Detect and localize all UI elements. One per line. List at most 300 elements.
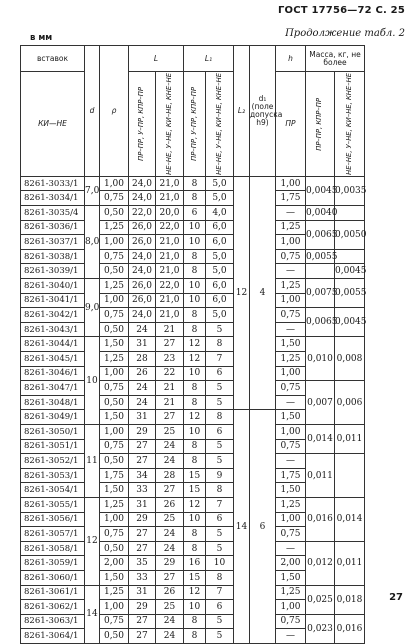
radius-rho: 0,50 (100, 206, 129, 221)
insert-designation: 8261-3035/4 (21, 206, 85, 221)
diameter-d1: 4 (250, 176, 276, 410)
length-L1-ne: 5 (206, 381, 234, 396)
insert-designation: 8261-3054/1 (21, 483, 85, 498)
mass-ne: 0,006 (335, 381, 365, 425)
length-L-ne: 22 (156, 366, 184, 381)
mass-pr: 0,012 (306, 541, 335, 585)
length-L-pr: 29 (129, 424, 156, 439)
length-L1-ne: 5,0 (206, 249, 234, 264)
insert-designation: 8261-3039/1 (21, 264, 85, 279)
height-h-pr: — (276, 629, 306, 644)
radius-rho: 0,75 (100, 191, 129, 206)
radius-rho: 1,50 (100, 410, 129, 425)
length-L1-ne: 8 (206, 410, 234, 425)
mass-pr: 0,0065 (306, 220, 335, 249)
length-L1-pr: 10 (184, 512, 206, 527)
diameter-d: 14 (85, 585, 100, 643)
table-continuation-label: Продолжение табл. 2 (285, 28, 405, 39)
length-L-ne: 21,0 (156, 293, 184, 308)
height-h-pr: 0,75 (276, 249, 306, 264)
mass-ne: 0,011 (335, 541, 365, 585)
radius-rho: 1,75 (100, 468, 129, 483)
length-L-pr: 22,0 (129, 206, 156, 221)
insert-designation: 8261-3045/1 (21, 352, 85, 367)
header-d1: d₁ (поле допуска h9) (250, 46, 276, 177)
length-L1-pr: 8 (184, 614, 206, 629)
height-h-pr: 1,00 (276, 366, 306, 381)
insert-designation: 8261-3036/1 (21, 220, 85, 235)
table-row (21, 206, 406, 221)
insert-designation: 8261-3034/1 (21, 191, 85, 206)
length-L1-pr: 8 (184, 249, 206, 264)
insert-designation: 8261-3051/1 (21, 439, 85, 454)
mass-ne: 0,014 (335, 497, 365, 541)
table-row (21, 176, 406, 191)
insert-designation: 8261-3062/1 (21, 600, 85, 615)
height-h-pr: — (276, 541, 306, 556)
diameter-d: 9,0 (85, 279, 100, 337)
length-L-pr: 33 (129, 570, 156, 585)
length-L-pr: 24,0 (129, 249, 156, 264)
diameter-d1: 6 (250, 410, 276, 644)
page-header: ГОСТ 17756—72 С. 25 (277, 5, 405, 16)
height-h-pr: — (276, 206, 306, 221)
mass-pr: 0,023 (306, 614, 335, 643)
radius-rho: 0,50 (100, 629, 129, 644)
mass-ne: 0,0045 (335, 308, 365, 337)
header-L2: L₂ (234, 46, 250, 177)
units-label: в мм (30, 33, 53, 43)
diameter-d: 8,0 (85, 206, 100, 279)
mass-pr: 0,016 (306, 497, 335, 541)
length-L1-pr: 8 (184, 527, 206, 542)
insert-designation: 8261-3048/1 (21, 395, 85, 410)
length-L-ne: 21,0 (156, 249, 184, 264)
length-L-ne: 22,0 (156, 279, 184, 294)
mass-ne (335, 249, 365, 264)
length-L1-ne: 10 (206, 556, 234, 571)
height-h-pr: 1,00 (276, 424, 306, 439)
radius-rho: 0,75 (100, 614, 129, 629)
length-L-pr: 26,0 (129, 279, 156, 294)
length-L-ne: 25 (156, 600, 184, 615)
radius-rho: 0,75 (100, 249, 129, 264)
length-L-ne: 27 (156, 483, 184, 498)
length-L1-ne: 5,0 (206, 308, 234, 323)
height-h-pr: 1,00 (276, 176, 306, 191)
insert-designation: 8261-3046/1 (21, 366, 85, 381)
radius-rho: 1,25 (100, 585, 129, 600)
mass-pr: 0,0075 (306, 279, 335, 308)
radius-rho: 0,75 (100, 439, 129, 454)
table-row (21, 249, 406, 264)
header-L1: L₁ (184, 46, 234, 72)
length-L-pr: 33 (129, 483, 156, 498)
mass-ne (335, 206, 365, 221)
length-L1-ne: 8 (206, 570, 234, 585)
insert-designation: 8261-3050/1 (21, 424, 85, 439)
length-L-ne: 27 (156, 337, 184, 352)
length-L1-ne: 5 (206, 614, 234, 629)
length-L-ne: 25 (156, 424, 184, 439)
height-h-pr: 1,75 (276, 191, 306, 206)
length-L-ne: 22,0 (156, 220, 184, 235)
length-L-pr: 35 (129, 556, 156, 571)
length-L1-pr: 10 (184, 279, 206, 294)
length-L1-pr: 8 (184, 381, 206, 396)
header-L1-sub1: ПР–ПР, У–ПР, КПР–ПР (189, 87, 198, 161)
insert-designation: 8261-3056/1 (21, 512, 85, 527)
height-h-pr: 0,75 (276, 614, 306, 629)
length-L1-pr: 8 (184, 454, 206, 469)
mass-ne: 0,0035 (335, 176, 365, 205)
length-L-ne: 23 (156, 352, 184, 367)
height-h-pr: 0,75 (276, 308, 306, 323)
length-L-ne: 25 (156, 512, 184, 527)
length-L-pr: 26 (129, 366, 156, 381)
insert-designation: 8261-3047/1 (21, 381, 85, 396)
length-L2: 12 (234, 176, 250, 410)
length-L1-ne: 5 (206, 395, 234, 410)
length-L-ne: 29 (156, 556, 184, 571)
diameter-d: 7,0 (85, 176, 100, 205)
length-L-pr: 27 (129, 629, 156, 644)
radius-rho: 1,00 (100, 600, 129, 615)
length-L2: 14 (234, 410, 250, 644)
insert-designation: 8261-3059/1 (21, 556, 85, 571)
length-L-pr: 24,0 (129, 176, 156, 191)
length-L-pr: 31 (129, 585, 156, 600)
mass-pr: 0,010 (306, 337, 335, 381)
insert-designation: 8261-3063/1 (21, 614, 85, 629)
header-pr: ПР (276, 72, 306, 177)
radius-rho: 1,50 (100, 483, 129, 498)
insert-designation: 8261-3033/1 (21, 176, 85, 191)
radius-rho: 0,50 (100, 322, 129, 337)
length-L1-pr: 15 (184, 483, 206, 498)
table-row (21, 454, 406, 469)
header-mass-sub1: ПР–ПР, КПР–ПР (315, 97, 324, 151)
height-h-pr: 0,75 (276, 439, 306, 454)
length-L1-ne: 5 (206, 439, 234, 454)
radius-rho: 1,50 (100, 337, 129, 352)
length-L-ne: 24 (156, 541, 184, 556)
insert-designation: 8261-3043/1 (21, 322, 85, 337)
height-h-pr: 0,75 (276, 527, 306, 542)
header-mass: Масса, кг, не более (306, 46, 365, 72)
mass-ne: 0,0045 (335, 264, 365, 279)
length-L1-pr: 15 (184, 468, 206, 483)
height-h-pr: — (276, 322, 306, 337)
table-row (21, 614, 406, 629)
length-L1-pr: 16 (184, 556, 206, 571)
mass-pr: 0,0040 (306, 206, 335, 221)
length-L-pr: 31 (129, 337, 156, 352)
length-L1-ne: 6 (206, 600, 234, 615)
header-L: L (129, 46, 184, 72)
header-L-sub1: ПР–ПР, У–ПР, КПР–ПР (137, 87, 146, 161)
length-L1-ne: 7 (206, 352, 234, 367)
length-L1-pr: 10 (184, 366, 206, 381)
length-L-ne: 21,0 (156, 191, 184, 206)
radius-rho: 1,50 (100, 570, 129, 585)
length-L1-ne: 4,0 (206, 206, 234, 221)
radius-rho: 1,00 (100, 235, 129, 250)
insert-designation: 8261-3053/1 (21, 468, 85, 483)
table-row (21, 220, 406, 235)
length-L1-pr: 8 (184, 264, 206, 279)
length-L1-ne: 6,0 (206, 220, 234, 235)
header-kine: КИ—НЕ (21, 72, 85, 177)
table-row (21, 541, 406, 556)
radius-rho: 1,00 (100, 293, 129, 308)
length-L-ne: 24 (156, 629, 184, 644)
radius-rho: 1,25 (100, 497, 129, 512)
length-L1-pr: 8 (184, 629, 206, 644)
height-h-pr: 1,25 (276, 497, 306, 512)
insert-designation: 8261-3042/1 (21, 308, 85, 323)
length-L1-ne: 5,0 (206, 191, 234, 206)
length-L1-pr: 8 (184, 395, 206, 410)
length-L-pr: 24 (129, 381, 156, 396)
radius-rho: 1,00 (100, 424, 129, 439)
length-L-ne: 24 (156, 614, 184, 629)
header-L1-sub2: НЕ–НЕ, У–НЕ, КИ–НЕ, КНЕ–НЕ (214, 73, 223, 175)
length-L-pr: 27 (129, 439, 156, 454)
length-L1-pr: 12 (184, 585, 206, 600)
length-L-ne: 21,0 (156, 235, 184, 250)
radius-rho: 2,00 (100, 556, 129, 571)
header-h: h (276, 46, 306, 72)
height-h-pr: 1,25 (276, 220, 306, 235)
header-inserts: вставок (21, 46, 85, 72)
length-L-pr: 31 (129, 410, 156, 425)
length-L-ne: 26 (156, 497, 184, 512)
table-row (21, 497, 406, 512)
height-h-pr: 1,25 (276, 352, 306, 367)
length-L1-ne: 5 (206, 454, 234, 469)
mass-pr: 0,025 (306, 585, 335, 614)
height-h-pr: 1,25 (276, 279, 306, 294)
length-L1-ne: 5 (206, 322, 234, 337)
mass-pr (306, 264, 335, 279)
radius-rho: 1,00 (100, 512, 129, 527)
length-L1-pr: 8 (184, 308, 206, 323)
length-L1-ne: 5,0 (206, 176, 234, 191)
height-h-pr: 1,50 (276, 483, 306, 498)
length-L1-pr: 12 (184, 410, 206, 425)
height-h-pr: 1,50 (276, 570, 306, 585)
mass-ne: 0,016 (335, 614, 365, 643)
length-L1-ne: 6,0 (206, 235, 234, 250)
length-L-ne: 21 (156, 395, 184, 410)
length-L-pr: 29 (129, 600, 156, 615)
length-L1-ne: 7 (206, 497, 234, 512)
table-row (21, 264, 406, 279)
length-L-pr: 27 (129, 541, 156, 556)
height-h-pr: 1,00 (276, 600, 306, 615)
length-L-ne: 21 (156, 322, 184, 337)
height-h-pr: 1,75 (276, 468, 306, 483)
mass-pr: 0,014 (306, 424, 335, 453)
dimensions-table (20, 45, 406, 644)
table-row (21, 279, 406, 294)
length-L1-ne: 6,0 (206, 279, 234, 294)
length-L-ne: 21,0 (156, 308, 184, 323)
length-L1-ne: 6 (206, 424, 234, 439)
header-mass-sub2: НЕ–НЕ, У–НЕ, КИ–НЕ, КНЕ–НЕ (344, 73, 353, 175)
header-rho: ρ (100, 46, 129, 177)
table-row (21, 585, 406, 600)
height-h-pr: — (276, 395, 306, 410)
mass-ne: 0,0055 (335, 279, 365, 308)
length-L-pr: 26,0 (129, 293, 156, 308)
radius-rho: 0,75 (100, 308, 129, 323)
height-h-pr: 1,00 (276, 235, 306, 250)
length-L-pr: 24,0 (129, 191, 156, 206)
length-L1-ne: 6 (206, 366, 234, 381)
length-L1-pr: 10 (184, 220, 206, 235)
length-L1-pr: 10 (184, 293, 206, 308)
length-L1-ne: 6,0 (206, 293, 234, 308)
height-h-pr: — (276, 454, 306, 469)
length-L-ne: 24 (156, 439, 184, 454)
length-L-ne: 21,0 (156, 176, 184, 191)
length-L-ne: 21 (156, 381, 184, 396)
height-h-pr: 1,00 (276, 512, 306, 527)
length-L-pr: 24 (129, 322, 156, 337)
length-L1-ne: 9 (206, 468, 234, 483)
height-h-pr: 1,25 (276, 585, 306, 600)
radius-rho: 1,25 (100, 220, 129, 235)
length-L1-pr: 8 (184, 541, 206, 556)
radius-rho: 0,50 (100, 541, 129, 556)
mass-ne: 0,018 (335, 585, 365, 614)
length-L-pr: 31 (129, 497, 156, 512)
mass-ne: 0,008 (335, 337, 365, 381)
length-L1-ne: 8 (206, 483, 234, 498)
diameter-d: 10 (85, 337, 100, 425)
diameter-d: 12 (85, 497, 100, 585)
insert-designation: 8261-3038/1 (21, 249, 85, 264)
height-h-pr: 1,50 (276, 410, 306, 425)
length-L1-pr: 8 (184, 191, 206, 206)
length-L-pr: 26,0 (129, 220, 156, 235)
length-L1-pr: 8 (184, 439, 206, 454)
length-L1-pr: 8 (184, 176, 206, 191)
insert-designation: 8261-3037/1 (21, 235, 85, 250)
insert-designation: 8261-3064/1 (21, 629, 85, 644)
length-L-ne: 24 (156, 527, 184, 542)
radius-rho: 0,75 (100, 381, 129, 396)
length-L1-pr: 12 (184, 497, 206, 512)
length-L-pr: 27 (129, 454, 156, 469)
length-L1-pr: 10 (184, 600, 206, 615)
length-L1-pr: 15 (184, 570, 206, 585)
table-row (21, 308, 406, 323)
table-row (21, 424, 406, 439)
length-L-pr: 27 (129, 527, 156, 542)
insert-designation: 8261-3040/1 (21, 279, 85, 294)
length-L-pr: 24,0 (129, 308, 156, 323)
height-h-pr: — (276, 264, 306, 279)
length-L1-pr: 6 (184, 206, 206, 221)
insert-designation: 8261-3041/1 (21, 293, 85, 308)
length-L1-ne: 5 (206, 541, 234, 556)
radius-rho: 0,50 (100, 395, 129, 410)
length-L-ne: 20,0 (156, 206, 184, 221)
length-L1-ne: 6 (206, 512, 234, 527)
mass-pr: 0,007 (306, 381, 335, 425)
length-L-pr: 34 (129, 468, 156, 483)
diameter-d: 11 (85, 424, 100, 497)
mass-ne: 0,0050 (335, 220, 365, 249)
length-L1-ne: 5 (206, 527, 234, 542)
radius-rho: 1,25 (100, 279, 129, 294)
radius-rho: 1,25 (100, 352, 129, 367)
length-L1-pr: 8 (184, 322, 206, 337)
mass-pr: 0,0065 (306, 308, 335, 337)
length-L1-ne: 5 (206, 629, 234, 644)
insert-designation: 8261-3058/1 (21, 541, 85, 556)
length-L-ne: 26 (156, 585, 184, 600)
insert-designation: 8261-3061/1 (21, 585, 85, 600)
radius-rho: 1,00 (100, 366, 129, 381)
radius-rho: 0,75 (100, 527, 129, 542)
table-row (21, 381, 406, 396)
height-h-pr: 2,00 (276, 556, 306, 571)
mass-ne: 0,011 (335, 424, 365, 453)
insert-designation: 8261-3044/1 (21, 337, 85, 352)
radius-rho: 0,50 (100, 264, 129, 279)
length-L-pr: 27 (129, 614, 156, 629)
insert-designation: 8261-3060/1 (21, 570, 85, 585)
length-L-pr: 29 (129, 512, 156, 527)
insert-designation: 8261-3049/1 (21, 410, 85, 425)
length-L-ne: 27 (156, 570, 184, 585)
length-L-pr: 24 (129, 395, 156, 410)
length-L-ne: 24 (156, 454, 184, 469)
length-L1-ne: 5,0 (206, 264, 234, 279)
mass-ne (335, 454, 365, 498)
length-L1-pr: 12 (184, 337, 206, 352)
radius-rho: 1,00 (100, 176, 129, 191)
mass-pr: 0,0045 (306, 176, 335, 205)
length-L-pr: 24,0 (129, 264, 156, 279)
header-d: d (85, 46, 100, 177)
length-L1-ne: 7 (206, 585, 234, 600)
insert-designation: 8261-3055/1 (21, 497, 85, 512)
length-L-pr: 26,0 (129, 235, 156, 250)
table-row (21, 337, 406, 352)
length-L1-pr: 10 (184, 424, 206, 439)
mass-pr: 0,0055 (306, 249, 335, 264)
page-number: 27 (389, 592, 403, 603)
length-L-pr: 28 (129, 352, 156, 367)
radius-rho: 0,50 (100, 454, 129, 469)
length-L-ne: 28 (156, 468, 184, 483)
mass-pr: 0,011 (306, 454, 335, 498)
height-h-pr: 1,00 (276, 293, 306, 308)
length-L1-pr: 10 (184, 235, 206, 250)
height-h-pr: 0,75 (276, 381, 306, 396)
insert-designation: 8261-3057/1 (21, 527, 85, 542)
length-L-ne: 21,0 (156, 264, 184, 279)
insert-designation: 8261-3052/1 (21, 454, 85, 469)
header-L-sub2: НЕ–НЕ, У–НЕ, КИ–НЕ, КНЕ–НЕ (164, 73, 173, 175)
length-L-ne: 27 (156, 410, 184, 425)
length-L1-ne: 8 (206, 337, 234, 352)
